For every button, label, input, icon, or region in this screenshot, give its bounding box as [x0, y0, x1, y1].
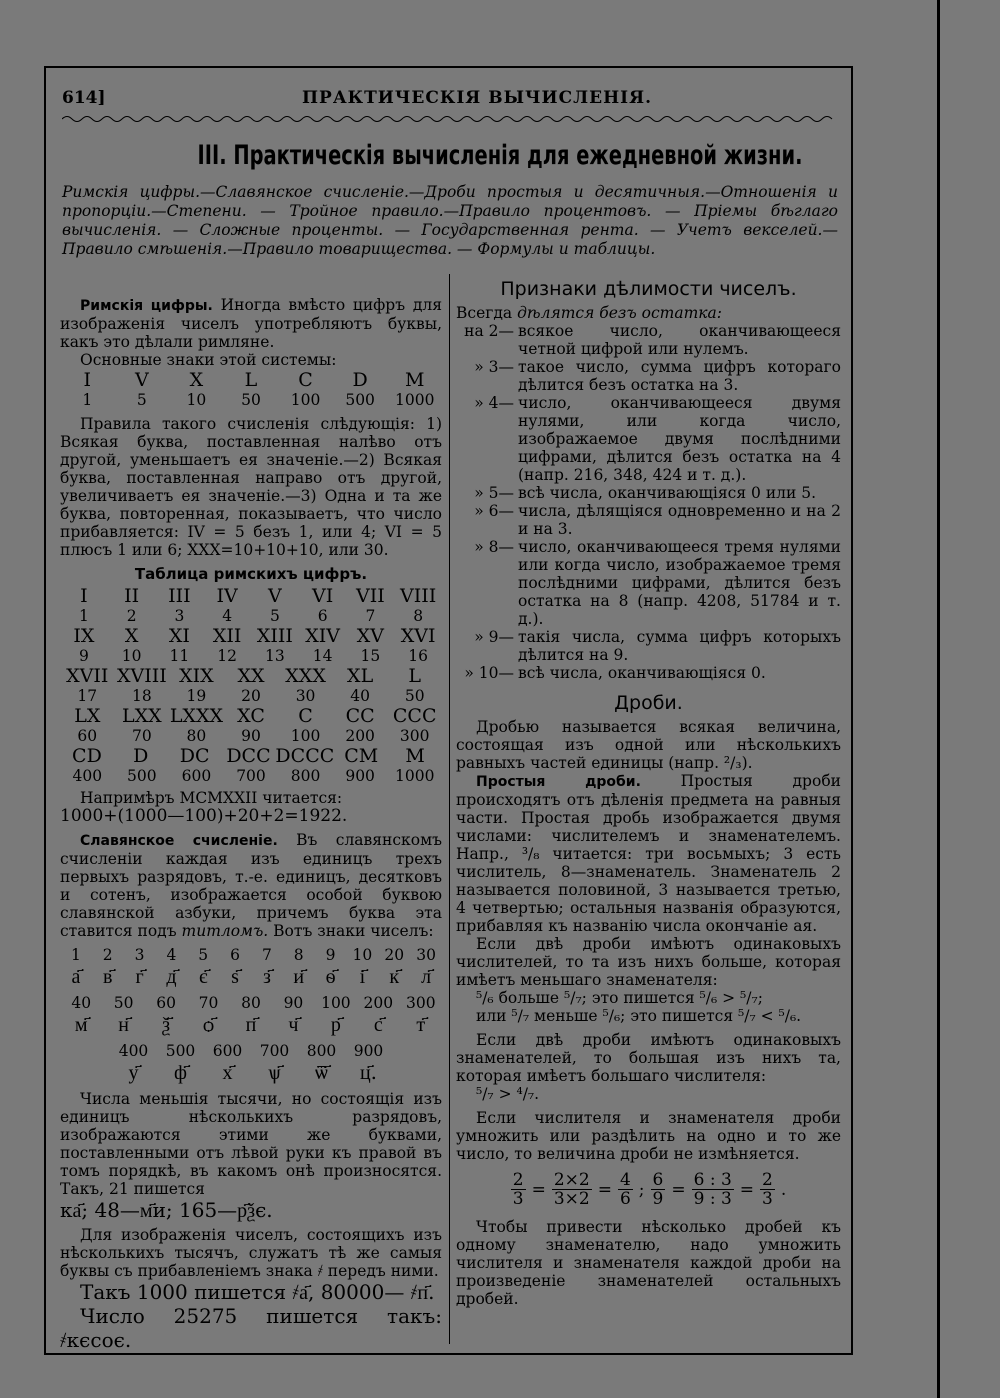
roman-numeral: XVII [66, 665, 109, 687]
slavonic-number: 6 [230, 946, 241, 964]
numerator: 2 [512, 1170, 524, 1190]
slavonic-letter: и҃ [293, 964, 305, 988]
slavonic-number: 1 [70, 946, 81, 964]
denominator: 3 [762, 1189, 773, 1209]
running-title: ПРАКТИЧЕСКІЯ ВЫЧИСЛЕНІЯ. [302, 88, 653, 108]
arabic-value: 16 [408, 647, 428, 665]
divisibility-intro: Всегда дѣлятся безъ остатка: [456, 304, 723, 322]
slavonic-number: 90 [283, 994, 304, 1012]
fraction [692, 1171, 734, 1208]
roman-value: 100 [290, 391, 321, 409]
slavonic-row-letters [60, 1012, 442, 1036]
roman-numeral: VI [312, 585, 334, 607]
roman-table [60, 585, 442, 785]
roman-numeral: DCCC [275, 745, 335, 767]
operator: . [780, 1179, 787, 1200]
arabic-value: 1 [78, 607, 89, 625]
roman-numeral: XC [237, 705, 265, 727]
arabic-value: 8 [413, 607, 424, 625]
roman-numeral: LX [74, 705, 101, 727]
arabic-value: 10 [121, 647, 142, 665]
roman-intro: Римскія цифры. Иногда вмѣсто цифръ для изображенія чиселъ употребляютъ буквы, какъ это дѣлали римляне. [60, 296, 442, 351]
roman-numeral: LXXX [169, 705, 224, 727]
divisibility-rule [456, 502, 841, 538]
roman-example-label: Напримѣръ MCMXXII читается: [80, 789, 343, 807]
numerator: 6 [652, 1170, 664, 1190]
roman-table-row-values [60, 767, 442, 785]
arabic-value: 800 [290, 767, 321, 785]
edge-line [937, 0, 940, 1398]
fraction [552, 1171, 592, 1208]
same-numerator-example-1: ⁵/₆ больше ⁵/₇; это пишется ⁵/₆ > ⁵/₇; [476, 989, 763, 1007]
column-divider [449, 274, 450, 1344]
roman-table-title: Таблица римскихъ цифръ. [134, 565, 368, 583]
roman-numeral: XIX [179, 665, 214, 687]
arabic-value: 15 [360, 647, 381, 665]
roman-numeral: L [408, 665, 422, 687]
slavonic-letter: х҃ [222, 1060, 233, 1084]
common-denominator-rule: Чтобы привести нѣсколько дробей къ одному знаменателю, надо умножить числителя и знаменателя каждой дроби на произведеніе знаменателей остальныхъ дробей. [456, 1218, 841, 1308]
roman-numeral: XL [347, 665, 374, 687]
roman-numeral: III [168, 585, 191, 607]
roman-sign: V [134, 369, 149, 391]
arabic-value: 13 [265, 647, 285, 665]
divisibility-rule [456, 628, 841, 664]
slavonic-number: 50 [113, 994, 134, 1012]
page-number: 614] [62, 88, 106, 108]
slavonic-row-numbers [60, 994, 442, 1012]
arabic-value: 11 [169, 647, 190, 665]
roman-table-row-numerals [60, 585, 442, 607]
arabic-value: 4 [222, 607, 233, 625]
roman-value: 1000 [394, 391, 435, 409]
roman-numeral: XX [237, 665, 265, 687]
arabic-value: 400 [72, 767, 103, 785]
slavonic-number: 800 [306, 1042, 337, 1060]
arabic-value: 200 [345, 727, 375, 745]
arabic-value: 7 [365, 607, 376, 625]
right-column [456, 276, 841, 1308]
divisor-label: » 4— [474, 394, 514, 412]
same-numerator-rule: Если двѣ дроби имѣютъ одинаковыхъ числителей, то та изъ нихъ больше, которая имѣетъ меньшаго знаменателя: [456, 935, 841, 989]
slavonic-intro: Славянское счисленіе. Въ славянскомъ счисленіи каждая изъ единицъ трехъ первыхъ разрядовъ, т.-е. единицъ, десятковъ и сотенъ, изображается особой буквою славянской азбуки, причемъ буква эта ставится подъ титломъ. Вотъ знаки чиселъ: [60, 831, 442, 940]
roman-numeral: M [405, 745, 425, 767]
rule-text: такое число, сумма цифръ котораго дѣлится безъ остатка на 3. [518, 358, 841, 394]
same-numerator-example-2: или ⁵/₇ меньше ⁵/₆; это пишется ⁵/₇ < ⁵/₆. [476, 1007, 802, 1025]
slavonic-letter: ѻ҃ [202, 1012, 215, 1036]
slavonic-letter: р҃ [330, 1012, 341, 1036]
arabic-value: 17 [77, 687, 98, 705]
arabic-value: 70 [131, 727, 152, 745]
roman-example-value: 1000+(1000—100)+20+2=1922. [60, 806, 348, 826]
arabic-value: 40 [350, 687, 370, 705]
slavonic-number: 60 [156, 994, 176, 1012]
slavonic-compound-text: Числа меньшія тысячи, но состоящія изъ единицъ нѣсколькихъ разрядовъ, изображаются этими же буквами, поставленными отъ лѣвой руки къ правой въ томъ порядкѣ, въ какомъ онѣ произносятся. Такъ, 21 пишется [60, 1090, 442, 1198]
denominator: 9 : 3 [693, 1189, 732, 1209]
slavonic-number: 10 [352, 946, 373, 964]
fraction [618, 1171, 633, 1208]
roman-sign: D [352, 369, 368, 391]
divisor-label: » 3— [474, 358, 514, 376]
numerator: 4 [619, 1170, 631, 1190]
fractions-definition: Дробью называется всякая величина, состоящая изъ одной или нѣсколькихъ равныхъ частей единицы (напр. ²/₃). [456, 718, 841, 772]
roman-numeral: XXX [285, 665, 326, 687]
arabic-value: 20 [241, 687, 261, 705]
slavonic-letter: ѱ҃ [268, 1060, 281, 1084]
divisibility-rule [456, 538, 841, 628]
slavonic-number: 3 [134, 946, 145, 964]
slavonic-letter: є҃ [198, 964, 208, 988]
roman-table-row-numerals [60, 745, 442, 767]
slavonic-number: 7 [261, 946, 272, 964]
divisibility-rule [456, 394, 841, 484]
slavonic-row-letters [60, 1060, 442, 1084]
arabic-value: 5 [269, 607, 280, 625]
divisibility-heading: Признаки дѣлимости чиселъ. [500, 278, 797, 300]
running-header [62, 88, 837, 110]
roman-numeral: VIII [400, 585, 437, 607]
roman-numeral: DCC [226, 745, 271, 767]
roman-numeral: II [124, 585, 140, 607]
roman-numeral: XV [356, 625, 384, 647]
roman-table-row-values [60, 607, 442, 625]
chapter-summary: Римскія цифры.—Славянское счисленіе.—Дроби простыя и десятичныя.—Отношенія и пропорціи.—Степени. — Тройное правило.—Правило процентовъ. — Пріемы бѣглаго вычисленія. — Сложные проценты. — Государственная рента. — Учетъ векселей.—Правило смѣшенія.—Правило товарищества. — Формулы и таблицы. [62, 183, 838, 258]
slavonic-row-numbers [60, 1042, 442, 1060]
slavonic-letter: з҃ [262, 964, 271, 988]
roman-value: 50 [241, 391, 261, 409]
multiply-rule: Если числителя и знаменателя дроби умножить или раздѣлить на одно и то же число, то величина дроби не измѣняется. [456, 1109, 841, 1163]
rule-text: число, оканчивающееся тремя нулями или когда число, изображаемое тремя послѣдними цифрами, дѣлится безъ остатка на 8 (напр. 4208, 51784 и т. д.). [518, 538, 841, 628]
slavonic-number: 100 [321, 994, 351, 1012]
slavonic-letter: д҃ [166, 964, 177, 988]
arabic-value: 6 [317, 607, 328, 625]
divisibility-rule [456, 322, 841, 358]
divisor-label: » 10— [464, 664, 514, 682]
slavonic-thousands-text: Для изображенія чиселъ, состоящихъ изъ нѣсколькихъ тысячъ, служатъ тѣ же самыя буквы съ прибавленіемъ знака ҂ передъ ними. [60, 1226, 442, 1280]
slavonic-number: 9 [325, 946, 336, 964]
slavonic-letter: т҃ [416, 1012, 426, 1036]
roman-numeral: XII [212, 625, 242, 647]
divisor-label: » 5— [474, 484, 514, 502]
slavonic-letter: с҃ [373, 1012, 383, 1036]
rule-text: число, оканчивающееся двумя нулями, или когда число, изображаемое двумя послѣдними цифрами, дѣлится безъ остатка на 4 (напр. 216, 348, 424 и т. д.). [518, 394, 841, 484]
roman-numeral: CCC [392, 705, 437, 727]
roman-numeral: I [80, 585, 88, 607]
roman-numeral: XI [168, 625, 190, 647]
arabic-value: 14 [312, 647, 333, 665]
divisor-label: на 2— [464, 322, 514, 340]
divisibility-rule [456, 664, 841, 682]
roman-table-row-numerals [60, 665, 442, 687]
divisibility-rules [456, 322, 841, 682]
same-denominator-rule: Если двѣ дроби имѣютъ одинаковыхъ знаменателей, то большая изъ нихъ та, которая имѣетъ большаго числителя: [456, 1031, 841, 1085]
roman-numeral: XVIII [116, 665, 167, 687]
slavonic-number: 900 [353, 1042, 384, 1060]
basic-values [60, 391, 442, 409]
slavonic-number: 70 [198, 994, 219, 1012]
fraction [651, 1171, 666, 1208]
slavonic-letter: і҃ [359, 964, 366, 988]
arabic-value: 19 [186, 687, 207, 705]
slavonic-letter: к҃ [389, 964, 400, 988]
rule-text: всякое число, оканчивающееся четной цифрой или нулемъ. [518, 322, 841, 358]
arabic-value: 60 [77, 727, 98, 745]
roman-numeral: VII [356, 585, 385, 607]
slavonic-number: 30 [416, 946, 436, 964]
arabic-value: 12 [217, 647, 237, 665]
rule-text: всѣ числа, оканчивающіяся 0. [518, 664, 766, 682]
slavonic-letter: г҃ [135, 964, 144, 988]
slavonic-number: 600 [212, 1042, 243, 1060]
slavonic-number: 200 [363, 994, 394, 1012]
divisor-label: » 9— [474, 628, 514, 646]
rule-text: числа, дѣлящіяся одновременно и на 2 и на 3. [518, 502, 841, 538]
rule-text: всѣ числа, оканчивающіяся 0 или 5. [518, 484, 817, 502]
arabic-value: 300 [399, 727, 430, 745]
arabic-value: 30 [295, 687, 316, 705]
fractions-heading: Дроби. [614, 692, 683, 714]
roman-sign: L [244, 369, 258, 391]
slavonic-number: 2 [102, 946, 113, 964]
roman-sign: M [404, 369, 425, 391]
roman-numeral: IV [216, 585, 238, 607]
slavonic-number: 5 [198, 946, 209, 964]
arabic-value: 900 [345, 767, 375, 785]
slavonic-letter: п҃ [245, 1012, 257, 1036]
roman-value: 1 [82, 391, 93, 409]
slavonic-table [60, 946, 442, 1084]
slavonic-number: 700 [259, 1042, 290, 1060]
slavonic-letter: ѳ҃ [325, 964, 336, 988]
slavonic-letter: л҃ [421, 964, 432, 988]
slavonic-letter: ч҃ [288, 1012, 299, 1036]
roman-numeral: LXX [122, 705, 162, 727]
slavonic-letter: ц҃. [359, 1060, 378, 1084]
operator: ; [638, 1179, 645, 1200]
roman-table-row-values [60, 687, 442, 705]
slavonic-letter: м҃ [74, 1012, 88, 1036]
numerator: 2 [762, 1170, 773, 1190]
arabic-value: 18 [131, 687, 152, 705]
roman-table-row-values [60, 647, 442, 665]
roman-numeral: V [268, 585, 282, 607]
roman-value: 500 [345, 391, 375, 409]
slavonic-letter: ѿ҃ [315, 1060, 328, 1084]
denominator: 6 [619, 1189, 631, 1209]
slavonic-thousand-example: Такъ 1000 пишется ҂а҃, 80000— ҂п҃. [80, 1280, 435, 1304]
roman-numeral: CD [72, 745, 102, 767]
slavonic-letter: ѯ҃ [162, 1012, 171, 1036]
left-column [60, 296, 442, 1352]
operator: = [597, 1179, 612, 1200]
slavonic-row-letters [60, 964, 442, 988]
divisibility-rule [456, 484, 841, 502]
roman-numeral: C [298, 705, 313, 727]
denominator: 3 [512, 1189, 524, 1209]
roman-table-row-numerals [60, 625, 442, 647]
divisor-label: » 6— [474, 502, 514, 520]
roman-rules: Правила такого счисленія слѣдующія: 1) Всякая буква, поставленная налѣво отъ другой, уменьшаетъ ея значеніе.—2) Всякая буква, поставленная направо отъ другой, увеличиваетъ ея значеніе.—3) Одна и та же буква, повторенная, показываетъ, что число прибавляется: IV = 5 безъ 1, или 4; VI = 5 плюсъ 1 или 6; XXX=10+10+10, или 30. [60, 415, 442, 559]
slavonic-number: 400 [118, 1042, 149, 1060]
divisibility-rule [456, 358, 841, 394]
roman-numeral: XVI [400, 625, 436, 647]
fraction-example [456, 1171, 841, 1208]
roman-numeral: XIII [256, 625, 293, 647]
slavonic-number: 40 [71, 994, 92, 1012]
slavonic-number: 500 [165, 1042, 196, 1060]
arabic-value: 90 [241, 727, 261, 745]
slavonic-number: 300 [405, 994, 436, 1012]
chapter-title: III. Практическія вычисленія для ежедневной жизни. [197, 140, 803, 171]
roman-numeral: D [133, 745, 149, 767]
slavonic-compound-example: ка҃; 48—м҃и; 165—р҃ѯє. [60, 1198, 273, 1222]
fraction [511, 1171, 526, 1208]
arabic-value: 700 [236, 767, 266, 785]
slavonic-letter: н҃ [118, 1012, 129, 1036]
roman-numeral: XIV [305, 625, 340, 647]
arabic-value: 2 [126, 607, 137, 625]
numerator: 2×2 [553, 1170, 590, 1190]
arabic-value: 80 [186, 727, 207, 745]
fraction [760, 1171, 775, 1208]
slavonic-letter: в҃ [103, 964, 113, 988]
slavonic-number: 20 [384, 946, 405, 964]
denominator: 9 [652, 1189, 664, 1209]
roman-sign: C [298, 369, 313, 391]
arabic-value: 600 [181, 767, 212, 785]
roman-numeral: CM [344, 745, 379, 767]
roman-numeral: DC [179, 745, 210, 767]
divisor-label: » 8— [474, 538, 514, 556]
slavonic-letter: ѕ҃ [231, 964, 239, 988]
arabic-value: 3 [174, 607, 185, 625]
same-denominator-example: ⁵/₇ > ⁴/₇. [476, 1085, 540, 1103]
slavonic-letter: у҃ [128, 1060, 139, 1084]
basic-signs-label: Основные знаки этой системы: [80, 351, 337, 369]
operator: = [671, 1179, 686, 1200]
roman-value: 5 [136, 391, 147, 409]
slavonic-row-numbers [60, 946, 442, 964]
arabic-value: 100 [290, 727, 321, 745]
numerator: 6 : 3 [693, 1170, 732, 1190]
slavonic-number: 4 [166, 946, 177, 964]
operator: = [739, 1179, 755, 1200]
roman-numeral: X [124, 625, 139, 647]
slavonic-number: 80 [241, 994, 261, 1012]
roman-sign: X [189, 369, 204, 391]
slavonic-letter: а҃ [71, 964, 81, 988]
arabic-value: 1000 [394, 767, 435, 785]
roman-value: 10 [186, 391, 207, 409]
simple-fractions: Простыя дроби. Простыя дроби происходятъ отъ дѣленія предмета на равныя части. Простая дробь изображается двумя числами: числителемъ и знаменателемъ. Напр., ³/₈ читается: три восьмыхъ; 3 есть числитель, 8—знаменатель. Знаменатель 2 называется половиной, 3 называется третью, 4 четвертью; остальныя названія образуются, прибавляя къ названію числа окончаніе ая. [456, 772, 841, 935]
roman-numeral: IX [73, 625, 95, 647]
slavonic-number-example: Число 25275 пишется такъ: ҂кєсоє. [60, 1304, 442, 1352]
arabic-value: 9 [78, 647, 89, 665]
roman-numeral: CC [345, 705, 375, 727]
basic-signs [60, 369, 442, 391]
arabic-value: 50 [404, 687, 425, 705]
roman-table-row-values [60, 727, 442, 745]
operator: = [531, 1179, 546, 1200]
slavonic-number: 8 [293, 946, 304, 964]
wavy-rule [62, 114, 837, 124]
roman-sign: I [83, 369, 92, 391]
arabic-value: 500 [127, 767, 157, 785]
slavonic-letter: ф҃ [174, 1060, 187, 1084]
denominator: 3×2 [553, 1189, 590, 1209]
roman-table-row-numerals [60, 705, 442, 727]
rule-text: такія числа, сумма цифръ которыхъ дѣлится на 9. [518, 628, 841, 664]
